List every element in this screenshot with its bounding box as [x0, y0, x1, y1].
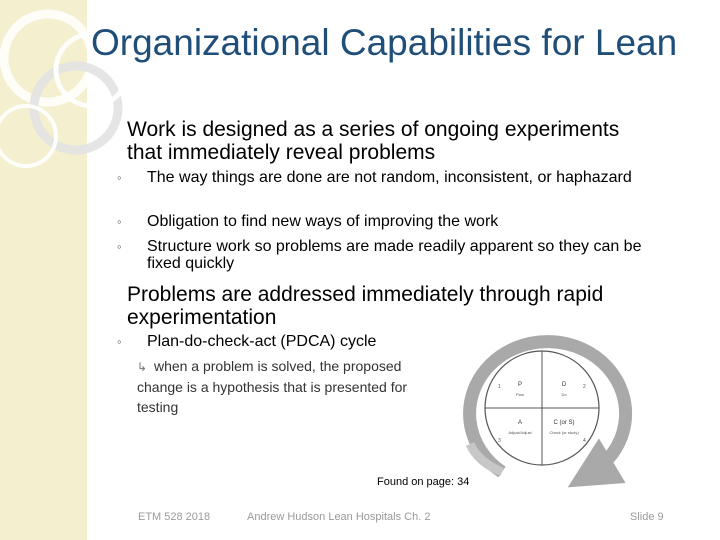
bullet-1-text: Work is designed as a series of ongoing experiments that immediately reveal problems [127, 118, 620, 164]
outer-number-2: 2 [583, 384, 586, 390]
quadrant-a: A [517, 420, 523, 426]
footer-center: Andrew Hudson Lean Hospitals Ch. 2 [247, 511, 431, 523]
quadrant-p: P [517, 382, 523, 388]
bullet-2-text: Problems are addressed immediately through rapid experimentation [127, 283, 604, 329]
quadrant-p-sub: Plan [515, 392, 525, 397]
sub-bullet-1-2 [117, 213, 667, 230]
sub-sub-bullet-2-1-text: when a problem is solved, the proposed change is a hypothesis that is presented for testing [137, 358, 408, 415]
sub-bullet-icon: ◦ [117, 239, 122, 254]
quadrant-d-sub: Do [561, 392, 567, 397]
quadrant-a-sub: Adjust/Adjust [508, 430, 532, 435]
outer-number-1: 1 [498, 384, 501, 390]
sub-bullet-icon: ◦ [117, 170, 122, 185]
page-caption: Found on page: 34 [377, 476, 470, 488]
sub-sub-bullet-2-1 [137, 356, 447, 417]
slide-title: Organizational Capabilities for Lean [91, 22, 678, 63]
sub-bullet-1-1 [117, 169, 667, 186]
sub-bullet-icon: ◦ [117, 214, 122, 229]
pdca-cycle-diagram [440, 322, 640, 490]
sub-bullet-1-1-text: The way things are done are not random, inconsistent, or haphazard [147, 169, 632, 186]
outer-number-3: 3 [498, 438, 501, 444]
quadrant-d: D [561, 382, 567, 388]
quadrant-c-sub: Check (or study) [549, 430, 579, 435]
sub-bullet-icon: ◦ [117, 334, 122, 349]
sub-bullet-1-2-text: Obligation to find new ways of improving the work [147, 213, 499, 230]
bullet-1 [127, 118, 647, 164]
footer-left: ETM 528 2018 [138, 511, 211, 523]
sub-bullet-1-3-text: Structure work so problems are made readily apparent so they can be fixed quickly [147, 238, 642, 272]
arrow-bullet-icon: ↳ [137, 360, 148, 374]
outer-number-4: 4 [583, 438, 586, 444]
sub-bullet-1-3 [117, 238, 667, 272]
footer-slide-number: Slide 9 [630, 511, 664, 523]
sub-bullet-2-1-text: Plan-do-check-act (PDCA) cycle [147, 333, 377, 350]
quadrant-c: C (or S) [553, 420, 575, 426]
